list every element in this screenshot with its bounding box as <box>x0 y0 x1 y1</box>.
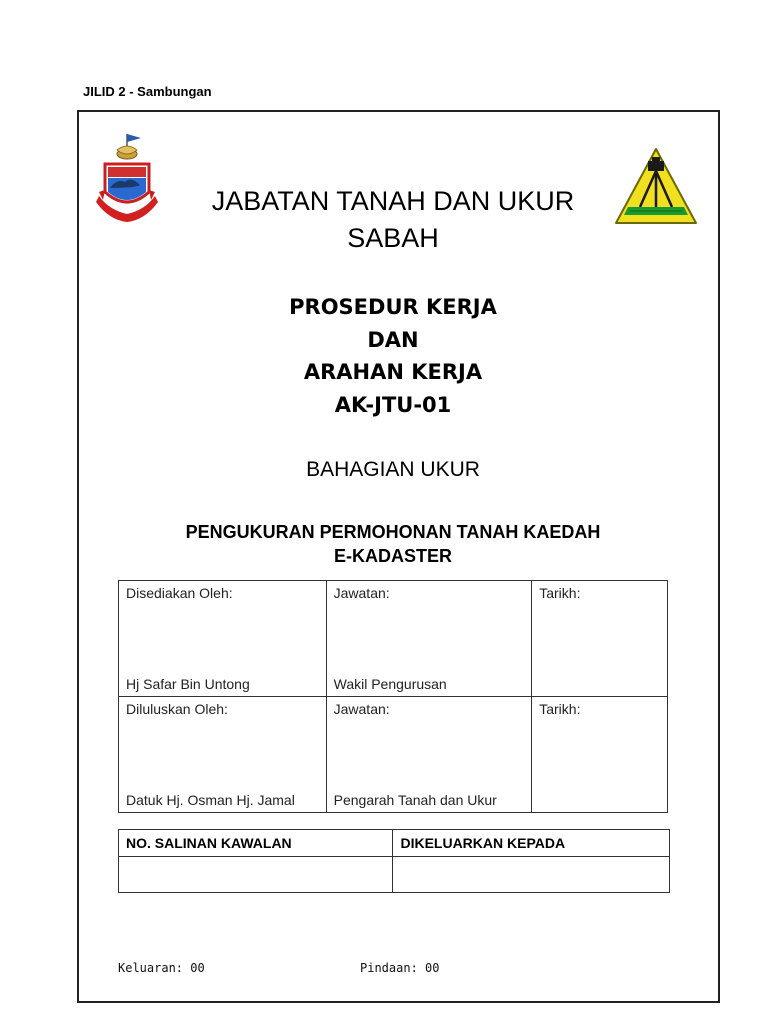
issued-to-header: DIKELUARKAN KEPADA <box>393 830 670 857</box>
control-copy-number-cell <box>119 857 393 893</box>
approved-by-name: Datuk Hj. Osman Hj. Jamal <box>126 792 295 808</box>
subject-title-line2: E-KADASTER <box>333 546 452 566</box>
amendment-number: Pindaan: 00 <box>360 961 440 975</box>
prepared-date-cell <box>532 581 668 697</box>
approved-by-cell <box>119 697 327 813</box>
approved-by-label: Diluluskan Oleh: <box>126 701 228 717</box>
issued-to-cell <box>393 857 670 893</box>
table-row <box>119 857 670 893</box>
department-title-line1: JABATAN TANAH DAN UKUR <box>211 186 575 216</box>
subject-title-line1: PENGUKURAN PERMOHONAN TANAH KAEDAH <box>185 522 601 542</box>
position-label: Jawatan: <box>333 585 390 601</box>
procedure-code: AK-JTU-01 <box>334 393 452 417</box>
position-label: Jawatan: <box>333 701 390 717</box>
section-title: BAHAGIAN UKUR <box>306 458 480 481</box>
prepared-by-cell <box>119 581 327 697</box>
date-label: Tarikh: <box>539 701 581 717</box>
approved-date-cell <box>532 697 668 813</box>
control-copy-number-header: NO. SALINAN KAWALAN <box>119 830 393 857</box>
prepared-by-name: Hj Safar Bin Untong <box>126 676 250 692</box>
table-header-row <box>119 830 670 857</box>
signature-table <box>118 580 668 813</box>
approved-position-cell <box>326 697 532 813</box>
approved-position: Pengarah Tanah dan Ukur <box>333 792 497 808</box>
prepared-by-label: Disediakan Oleh: <box>126 585 233 601</box>
volume-label: JILID 2 - Sambungan <box>83 84 212 99</box>
control-copy-table <box>118 829 670 893</box>
issue-number: Keluaran: 00 <box>118 961 205 975</box>
date-label: Tarikh: <box>539 585 581 601</box>
table-row <box>119 697 668 813</box>
procedure-title-line2: DAN <box>367 328 419 352</box>
procedure-title-line1: PROSEDUR KERJA <box>289 295 497 319</box>
prepared-position-cell <box>326 581 532 697</box>
procedure-title-line3: ARAHAN KERJA <box>303 360 483 384</box>
table-row <box>119 581 668 697</box>
department-title-line2: SABAH <box>347 223 439 253</box>
prepared-position: Wakil Pengurusan <box>333 676 447 692</box>
